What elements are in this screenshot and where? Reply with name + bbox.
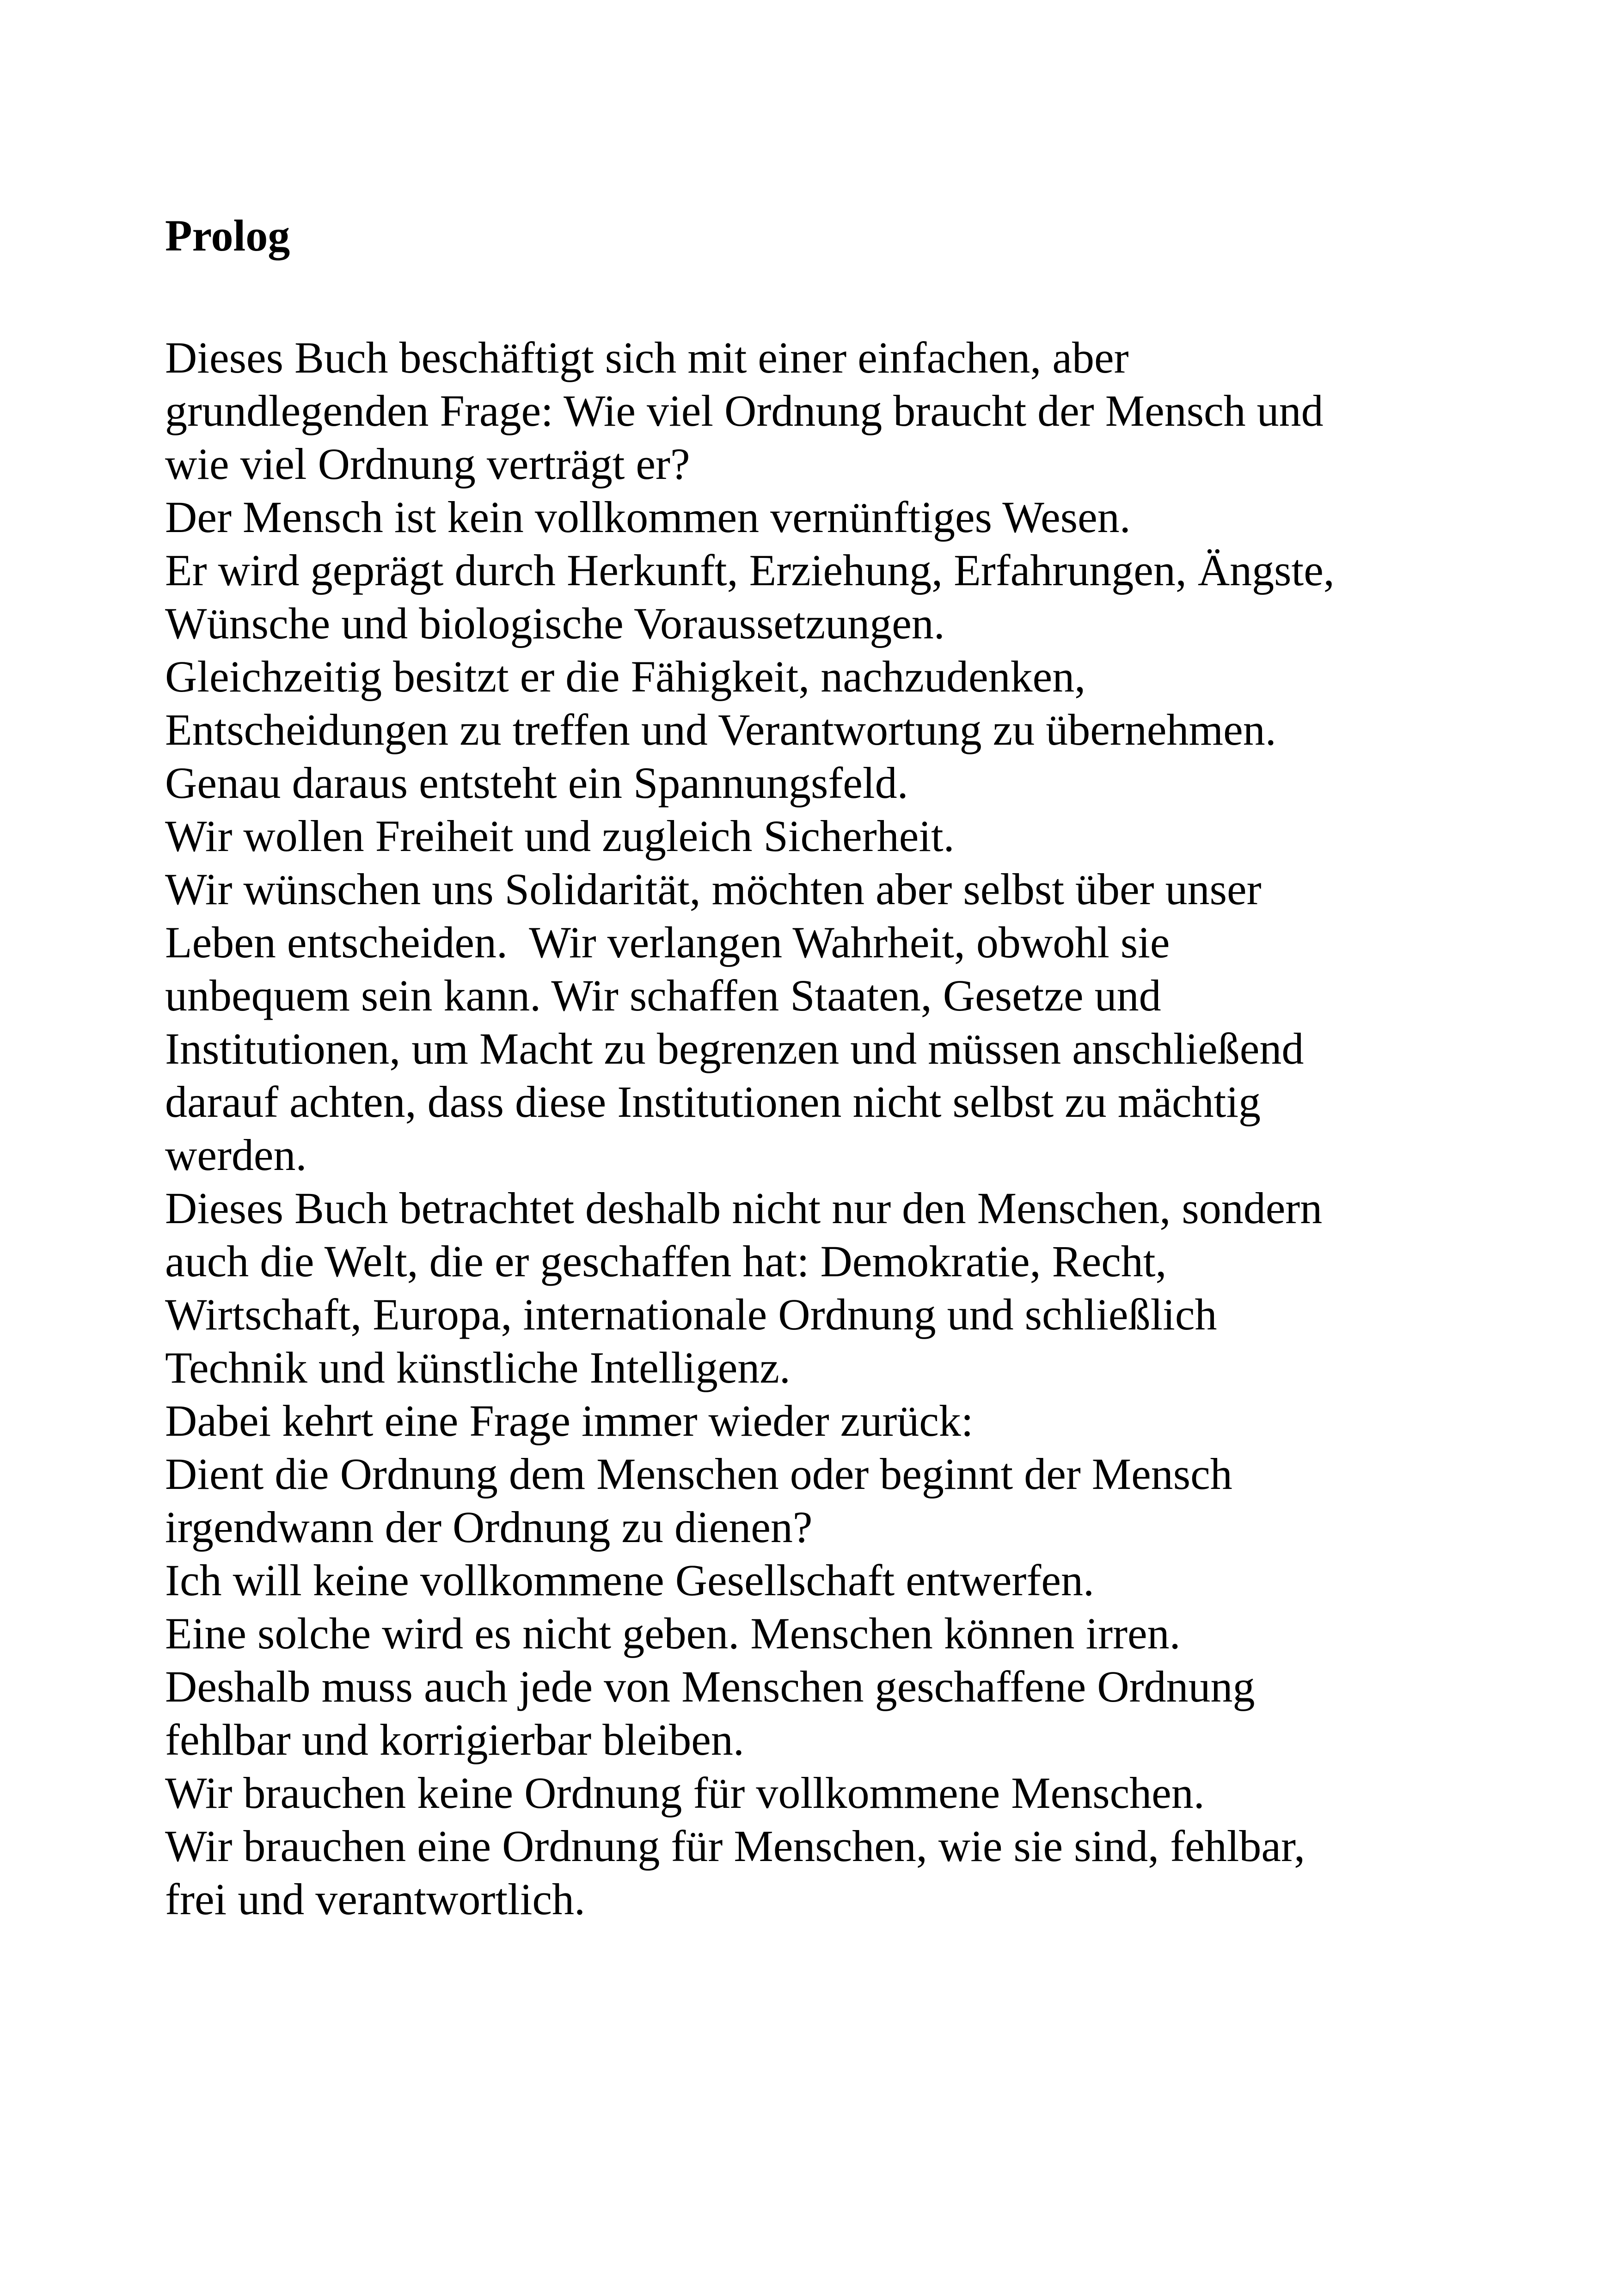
text-line: fehlbar und korrigierbar bleiben. (165, 1715, 744, 1764)
text-line: Wir brauchen eine Ordnung für Menschen, wie sie sind, fehlbar, (165, 1821, 1305, 1871)
text-line: auch die Welt, die er geschaffen hat: Demokratie, Recht, (165, 1237, 1167, 1286)
text-line: Dabei kehrt eine Frage immer wieder zurück: (165, 1396, 974, 1445)
text-line: Leben entscheiden. Wir verlangen Wahrheit, obwohl sie (165, 918, 1170, 967)
text-line: Wir brauchen keine Ordnung für vollkommene Menschen. (165, 1768, 1205, 1818)
text-line: Genau daraus entsteht ein Spannungsfeld. (165, 758, 908, 808)
text-line: Dieses Buch betrachtet deshalb nicht nur den Menschen, sondern (165, 1183, 1323, 1233)
text-line: Dieses Buch beschäftigt sich mit einer einfachen, aber (165, 333, 1129, 382)
text-line: Deshalb muss auch jede von Menschen geschaffene Ordnung (165, 1662, 1255, 1711)
text-line: unbequem sein kann. Wir schaffen Staaten, Gesetze und (165, 971, 1161, 1020)
text-line: Er wird geprägt durch Herkunft, Erziehung, Erfahrungen, Ängste, (165, 545, 1335, 595)
text-line: Eine solche wird es nicht geben. Menschen können irren. (165, 1609, 1181, 1658)
text-line: wie viel Ordnung verträgt er? (165, 439, 690, 489)
text-line: Wir wünschen uns Solidarität, möchten aber selbst über unser (165, 864, 1262, 914)
text-line: darauf achten, dass diese Institutionen nicht selbst zu mächtig (165, 1077, 1261, 1127)
text-line: Wir wollen Freiheit und zugleich Sicherheit. (165, 811, 955, 861)
text-line: Wirtschaft, Europa, internationale Ordnung und schließlich (165, 1290, 1217, 1339)
text-line: irgendwann der Ordnung zu dienen? (165, 1502, 813, 1552)
text-line: Entscheidungen zu treffen und Verantwortung zu übernehmen. (165, 705, 1276, 754)
text-line: Institutionen, um Macht zu begrenzen und müssen anschließend (165, 1024, 1304, 1073)
text-line: Ich will keine vollkommene Gesellschaft entwerfen. (165, 1555, 1094, 1605)
text-line: frei und verantwortlich. (165, 1874, 585, 1924)
page-heading: Prolog (165, 211, 290, 260)
text-line: Gleichzeitig besitzt er die Fähigkeit, nachzudenken, (165, 652, 1086, 701)
text-line: werden. (165, 1130, 307, 1180)
text-line: Technik und künstliche Intelligenz. (165, 1343, 791, 1392)
text-line: Der Mensch ist kein vollkommen vernünftiges Wesen. (165, 492, 1131, 542)
text-line: Dient die Ordnung dem Menschen oder beginnt der Mensch (165, 1449, 1232, 1499)
text-line: grundlegenden Frage: Wie viel Ordnung braucht der Mensch und (165, 386, 1324, 435)
text-line: Wünsche und biologische Voraussetzungen. (165, 599, 945, 648)
prologue-text (165, 331, 1598, 1926)
